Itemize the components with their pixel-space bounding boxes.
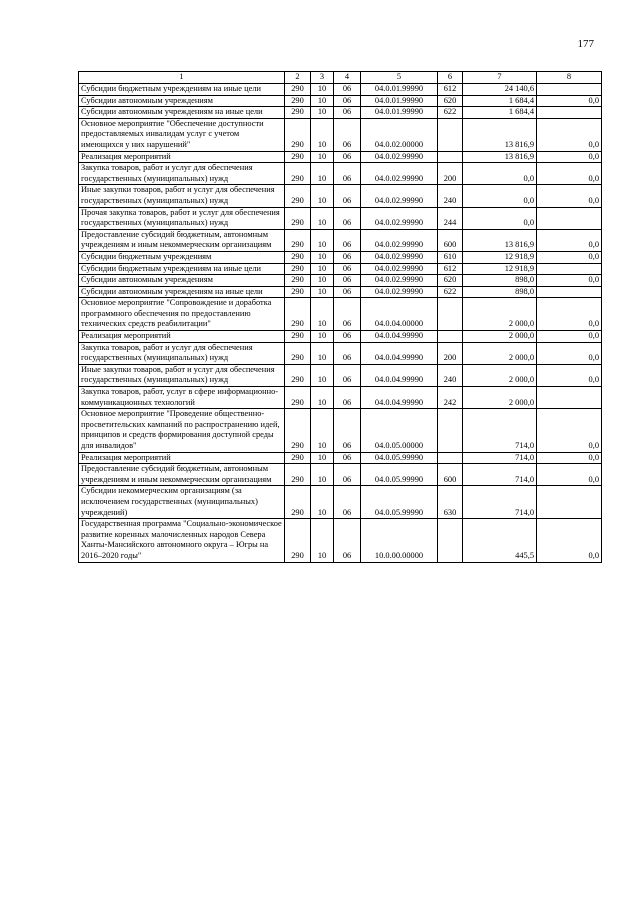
expense-type-cell: 240 (438, 185, 463, 207)
amount-cell: 2 000,0 (463, 331, 537, 343)
admin-code-cell: 290 (285, 229, 311, 251)
table-row (79, 452, 602, 464)
amount-cell: 1 684,4 (463, 107, 537, 119)
table-row (79, 107, 602, 119)
budget-table (78, 71, 602, 563)
admin-code-cell: 290 (285, 151, 311, 163)
target-article-cell: 04.0.02.99990 (361, 151, 438, 163)
target-article-cell: 04.0.05.00000 (361, 409, 438, 452)
row-name-cell: Закупка товаров, работ, услуг в сфере информационно-коммуникационных технологий (79, 387, 285, 409)
section-code-cell: 10 (311, 452, 334, 464)
target-article-cell: 04.0.04.99990 (361, 387, 438, 409)
target-article-cell: 04.0.02.99990 (361, 163, 438, 185)
amount-cell: 0,0 (463, 207, 537, 229)
row-name-cell: Субсидии бюджетным учреждениям на иные цели (79, 263, 285, 275)
admin-code-cell: 290 (285, 207, 311, 229)
section-code-cell: 10 (311, 275, 334, 287)
expense-type-cell: 620 (438, 275, 463, 287)
extra-amount-cell (537, 387, 602, 409)
expense-type-cell: 610 (438, 251, 463, 263)
table-row (79, 342, 602, 364)
extra-amount-cell: 0,0 (537, 452, 602, 464)
target-article-cell: 04.0.04.00000 (361, 298, 438, 331)
table-row (79, 275, 602, 287)
amount-cell: 12 918,9 (463, 263, 537, 275)
admin-code-cell: 290 (285, 342, 311, 364)
subsection-code-cell: 06 (334, 519, 361, 562)
section-code-cell: 10 (311, 331, 334, 343)
amount-cell: 2 000,0 (463, 342, 537, 364)
subsection-code-cell: 06 (334, 185, 361, 207)
table-row (79, 409, 602, 452)
row-name-cell: Реализация мероприятий (79, 151, 285, 163)
subsection-code-cell: 06 (334, 409, 361, 452)
table-row (79, 387, 602, 409)
row-name-cell: Закупка товаров, работ и услуг для обеспечения государственных (муниципальных) нужд (79, 342, 285, 364)
row-name-cell: Закупка товаров, работ и услуг для обеспечения государственных (муниципальных) нужд (79, 163, 285, 185)
amount-cell: 12 918,9 (463, 251, 537, 263)
target-article-cell: 04.0.02.99990 (361, 251, 438, 263)
section-code-cell: 10 (311, 263, 334, 275)
section-code-cell: 10 (311, 519, 334, 562)
expense-type-cell: 200 (438, 342, 463, 364)
extra-amount-cell: 0,0 (537, 95, 602, 107)
expense-type-cell: 630 (438, 486, 463, 519)
amount-cell: 0,0 (463, 163, 537, 185)
amount-cell: 2 000,0 (463, 364, 537, 386)
target-article-cell: 04.0.04.99990 (361, 364, 438, 386)
header-cell: 1 (79, 72, 285, 84)
extra-amount-cell: 0,0 (537, 364, 602, 386)
subsection-code-cell: 06 (334, 251, 361, 263)
amount-cell: 2 000,0 (463, 298, 537, 331)
target-article-cell: 04.0.02.99990 (361, 263, 438, 275)
section-code-cell: 10 (311, 151, 334, 163)
header-cell: 6 (438, 72, 463, 84)
extra-amount-cell: 0,0 (537, 251, 602, 263)
admin-code-cell: 290 (285, 298, 311, 331)
table-row (79, 207, 602, 229)
subsection-code-cell: 06 (334, 151, 361, 163)
section-code-cell: 10 (311, 251, 334, 263)
row-name-cell: Основное мероприятие "Обеспечение доступности предоставляемых инвалидам услуг с учетом имеющихся у них нарушений" (79, 118, 285, 151)
table-row (79, 464, 602, 486)
section-code-cell: 10 (311, 185, 334, 207)
extra-amount-cell: 0,0 (537, 163, 602, 185)
row-name-cell: Субсидии автономным учреждениям на иные цели (79, 107, 285, 119)
expense-type-cell (438, 409, 463, 452)
section-code-cell: 10 (311, 387, 334, 409)
expense-type-cell (438, 118, 463, 151)
admin-code-cell: 290 (285, 387, 311, 409)
subsection-code-cell: 06 (334, 342, 361, 364)
subsection-code-cell: 06 (334, 464, 361, 486)
subsection-code-cell: 06 (334, 486, 361, 519)
subsection-code-cell: 06 (334, 387, 361, 409)
section-code-cell: 10 (311, 486, 334, 519)
row-name-cell: Предоставление субсидий бюджетным, автономным учреждениям и иным некоммерческим организациям (79, 229, 285, 251)
amount-cell: 714,0 (463, 486, 537, 519)
header-cell: 7 (463, 72, 537, 84)
target-article-cell: 04.0.02.99990 (361, 286, 438, 298)
subsection-code-cell: 06 (334, 286, 361, 298)
subsection-code-cell: 06 (334, 107, 361, 119)
target-article-cell: 04.0.02.99990 (361, 185, 438, 207)
admin-code-cell: 290 (285, 107, 311, 119)
admin-code-cell: 290 (285, 364, 311, 386)
section-code-cell: 10 (311, 286, 334, 298)
header-cell: 5 (361, 72, 438, 84)
expense-type-cell (438, 519, 463, 562)
table-row (79, 331, 602, 343)
admin-code-cell: 290 (285, 519, 311, 562)
row-name-cell: Прочая закупка товаров, работ и услуг для обеспечения государственных (муниципальных) нужд (79, 207, 285, 229)
row-name-cell: Предоставление субсидий бюджетным, автономным учреждениям и иным некоммерческим организациям (79, 464, 285, 486)
admin-code-cell: 290 (285, 185, 311, 207)
expense-type-cell: 242 (438, 387, 463, 409)
amount-cell: 2 000,0 (463, 387, 537, 409)
admin-code-cell: 290 (285, 486, 311, 519)
row-name-cell: Субсидии автономным учреждениям (79, 275, 285, 287)
section-code-cell: 10 (311, 364, 334, 386)
extra-amount-cell: 0,0 (537, 275, 602, 287)
extra-amount-cell: 0,0 (537, 464, 602, 486)
section-code-cell: 10 (311, 95, 334, 107)
admin-code-cell: 290 (285, 118, 311, 151)
extra-amount-cell (537, 263, 602, 275)
row-name-cell: Субсидии некоммерческим организациям (за исключением государственных (муниципальных) учреждений) (79, 486, 285, 519)
expense-type-cell: 622 (438, 286, 463, 298)
section-code-cell: 10 (311, 464, 334, 486)
header-row (79, 72, 602, 84)
expense-type-cell: 244 (438, 207, 463, 229)
section-code-cell: 10 (311, 207, 334, 229)
expense-type-cell (438, 298, 463, 331)
expense-type-cell (438, 151, 463, 163)
table-row (79, 298, 602, 331)
subsection-code-cell: 06 (334, 229, 361, 251)
amount-cell: 714,0 (463, 409, 537, 452)
row-name-cell: Иные закупки товаров, работ и услуг для обеспечения государственных (муниципальных) нужд (79, 185, 285, 207)
row-name-cell: Иные закупки товаров, работ и услуг для обеспечения государственных (муниципальных) нужд (79, 364, 285, 386)
page-number: 177 (577, 38, 594, 50)
extra-amount-cell: 0,0 (537, 331, 602, 343)
subsection-code-cell: 06 (334, 275, 361, 287)
subsection-code-cell: 06 (334, 84, 361, 96)
table-row (79, 163, 602, 185)
extra-amount-cell: 0,0 (537, 185, 602, 207)
target-article-cell: 04.0.04.99990 (361, 342, 438, 364)
admin-code-cell: 290 (285, 275, 311, 287)
table-row (79, 118, 602, 151)
target-article-cell: 04.0.02.99990 (361, 275, 438, 287)
table-row (79, 95, 602, 107)
extra-amount-cell (537, 107, 602, 119)
amount-cell: 714,0 (463, 464, 537, 486)
target-article-cell: 04.0.05.99990 (361, 464, 438, 486)
expense-type-cell: 620 (438, 95, 463, 107)
subsection-code-cell: 06 (334, 207, 361, 229)
admin-code-cell: 290 (285, 95, 311, 107)
extra-amount-cell: 0,0 (537, 298, 602, 331)
subsection-code-cell: 06 (334, 331, 361, 343)
extra-amount-cell: 0,0 (537, 342, 602, 364)
amount-cell: 898,0 (463, 275, 537, 287)
subsection-code-cell: 06 (334, 298, 361, 331)
target-article-cell: 04.0.01.99990 (361, 84, 438, 96)
target-article-cell: 10.0.00.00000 (361, 519, 438, 562)
table-row (79, 519, 602, 562)
row-name-cell: Субсидии бюджетным учреждениям (79, 251, 285, 263)
target-article-cell: 04.0.02.00000 (361, 118, 438, 151)
amount-cell: 0,0 (463, 185, 537, 207)
admin-code-cell: 290 (285, 84, 311, 96)
expense-type-cell (438, 331, 463, 343)
row-name-cell: Основное мероприятие "Сопровождение и доработка программного обеспечения по предоставлению технических средств реабилитации" (79, 298, 285, 331)
subsection-code-cell: 06 (334, 364, 361, 386)
expense-type-cell: 600 (438, 464, 463, 486)
expense-type-cell: 612 (438, 263, 463, 275)
admin-code-cell: 290 (285, 331, 311, 343)
amount-cell: 13 816,9 (463, 151, 537, 163)
table-row (79, 486, 602, 519)
target-article-cell: 04.0.02.99990 (361, 207, 438, 229)
expense-type-cell: 240 (438, 364, 463, 386)
subsection-code-cell: 06 (334, 118, 361, 151)
amount-cell: 24 140,6 (463, 84, 537, 96)
expense-type-cell: 622 (438, 107, 463, 119)
admin-code-cell: 290 (285, 464, 311, 486)
row-name-cell: Государственная программа "Социально-экономическое развитие коренных малочисленных народов Севера Ханты-Мансийского автономного округа – Югры на 2016–2020 годы" (79, 519, 285, 562)
table-row (79, 84, 602, 96)
table-row (79, 263, 602, 275)
admin-code-cell: 290 (285, 286, 311, 298)
table-row (79, 185, 602, 207)
row-name-cell: Субсидии автономным учреждениям на иные цели (79, 286, 285, 298)
row-name-cell: Реализация мероприятий (79, 452, 285, 464)
amount-cell: 13 816,9 (463, 229, 537, 251)
expense-type-cell (438, 452, 463, 464)
target-article-cell: 04.0.05.99990 (361, 486, 438, 519)
section-code-cell: 10 (311, 342, 334, 364)
row-name-cell: Субсидии бюджетным учреждениям на иные цели (79, 84, 285, 96)
table-row (79, 151, 602, 163)
table-row (79, 251, 602, 263)
row-name-cell: Реализация мероприятий (79, 331, 285, 343)
expense-type-cell: 200 (438, 163, 463, 185)
amount-cell: 714,0 (463, 452, 537, 464)
header-cell: 4 (334, 72, 361, 84)
section-code-cell: 10 (311, 107, 334, 119)
extra-amount-cell (537, 486, 602, 519)
section-code-cell: 10 (311, 84, 334, 96)
extra-amount-cell: 0,0 (537, 118, 602, 151)
section-code-cell: 10 (311, 409, 334, 452)
extra-amount-cell: 0,0 (537, 229, 602, 251)
extra-amount-cell: 0,0 (537, 151, 602, 163)
target-article-cell: 04.0.04.99990 (361, 331, 438, 343)
target-article-cell: 04.0.01.99990 (361, 95, 438, 107)
amount-cell: 445,5 (463, 519, 537, 562)
expense-type-cell: 600 (438, 229, 463, 251)
header-cell: 3 (311, 72, 334, 84)
admin-code-cell: 290 (285, 409, 311, 452)
amount-cell: 898,0 (463, 286, 537, 298)
admin-code-cell: 290 (285, 251, 311, 263)
extra-amount-cell (537, 207, 602, 229)
target-article-cell: 04.0.05.99990 (361, 452, 438, 464)
target-article-cell: 04.0.01.99990 (361, 107, 438, 119)
section-code-cell: 10 (311, 229, 334, 251)
extra-amount-cell (537, 84, 602, 96)
header-cell: 2 (285, 72, 311, 84)
extra-amount-cell: 0,0 (537, 519, 602, 562)
admin-code-cell: 290 (285, 163, 311, 185)
amount-cell: 13 816,9 (463, 118, 537, 151)
section-code-cell: 10 (311, 163, 334, 185)
row-name-cell: Основное мероприятие "Проведение общественно-просветительских кампаний по распространению идей, принципов и средств формирования доступной среды для инвалидов" (79, 409, 285, 452)
table-row (79, 286, 602, 298)
subsection-code-cell: 06 (334, 163, 361, 185)
table-row (79, 229, 602, 251)
amount-cell: 1 684,4 (463, 95, 537, 107)
extra-amount-cell: 0,0 (537, 409, 602, 452)
expense-type-cell: 612 (438, 84, 463, 96)
subsection-code-cell: 06 (334, 452, 361, 464)
header-cell: 8 (537, 72, 602, 84)
target-article-cell: 04.0.02.99990 (361, 229, 438, 251)
subsection-code-cell: 06 (334, 95, 361, 107)
section-code-cell: 10 (311, 298, 334, 331)
row-name-cell: Субсидии автономным учреждениям (79, 95, 285, 107)
subsection-code-cell: 06 (334, 263, 361, 275)
admin-code-cell: 290 (285, 263, 311, 275)
section-code-cell: 10 (311, 118, 334, 151)
admin-code-cell: 290 (285, 452, 311, 464)
extra-amount-cell (537, 286, 602, 298)
table-row (79, 364, 602, 386)
